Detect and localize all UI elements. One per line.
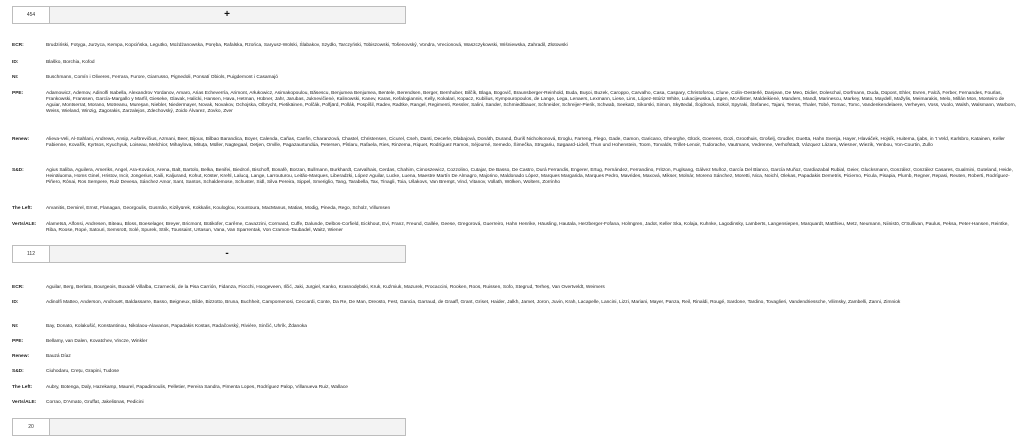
group-label: ID:	[12, 60, 19, 65]
vote-symbol: -	[225, 248, 229, 259]
vote-count: 454	[13, 7, 50, 23]
vote-symbol: +	[224, 9, 230, 20]
member-names: Aubry, Botenga, Daly, Hazekamp, Maurel, Papadimoulis, Pelletier, Pereira Sandra, Pimenta Lopes, Rodríguez Palop, Villanueva Ruiz, Wallace	[46, 385, 348, 390]
group-label: NI:	[12, 324, 19, 329]
group-label: PPE:	[12, 91, 24, 96]
member-names: Ciuhodaru, Crețu, Grapini, Tudose	[46, 369, 120, 374]
member-names: Arvanitis, Demirel, Ernst, Flanagan, Georgoulis, Gusmão, Kizilyürek, Kokkalis, Kouloglou, Kountoura, MacManus, Matias, Modig, Pineda, Rego, Scholz, Villumsen	[46, 206, 391, 211]
member-names: Aguilar, Berg, Berlato, Bourgeois, Buxadé Villalba, Czarnecki, de la Pisa Carrión, Fidanza, Fiocchi, Hoogeveen, Ilčić, Jaki, Jurgiel, Kanko, Krasnodębski, Kruk, Kuźmiuk, Mazurek, Procaccini, Rooken, Roos, Ruissen, Sofo, Stegrud, Terheș, Van Overtveldt, Weimers	[46, 285, 605, 290]
group-label: S&D:	[12, 168, 24, 173]
group-label: ECR:	[12, 43, 24, 48]
group-label: The Left:	[12, 385, 33, 390]
member-names: Bay, Donato, Kolakušić, Konstantinou, Nikolaou-Alavanos, Papadakis Kostas, Radačovský, Rivière, Sinčić, Uhrík, Ždanoka	[46, 324, 307, 329]
vote-header-for	[12, 6, 406, 24]
member-names: Adamowicz, Ademov, Adinolfi Isabella, Alexandrov Yordanov, Amaro, Arias Echeverría, Arimont, Arłukowicz, Asimakopoulou, Băsescu, Benjumea Benjumea, Bentele, Berendsen, Berger, Bernhuber, Bilčík, Blaga, Bogovič, Braunsberger-Reinhold, Buda, Buşoi, Buzek, Caroppo, Carvalho, Casa, Caspary, Christoforou, Clune, Colin-Oesterlé, Danjean, De Meo, Didier, Doleschal, Dorfmann, Duda, Düpont, Ehler, Evren, Falcă, Ferber, Fernandes, Fourlas, Frankowski, Franssen, García-Margallo y Marfil, Gieseke, Glavak, Halicki, Hansen, Hava, Hetman, Hübner, Jahr, Jarubas, Juknevičienė, Kalinowski, Kanev, Karas, Kefalogiannis, Kelly, Kokalari, Kopacz, Kubilius, Kympouropoulos, de Lange, Lega, Lenaers, Lexmann, Liese, Lins, López-Istúriz White, Lukacijewska, Lutgen, McAllister, Maldeikienė, Manders, Mandl, Marinescu, Markey, Mato, Maydell, Mažylis, Meimarakis, Melo, Millán Mon, Monteiro de Aguiar, Montserrat, Morano, Motreanu, Mureşan, Niebler, Niedermayer, Novak, Novakov, Ochojska, Olbrycht, Pietikäinen, Polčák, Polfjärd, Pollák, Pospíšil, Radev, Radtke, Rangel, Regimenti, Ressler, Salini, Sander, Schmiedtbauer, Schneider, Schreijer-Pierik, Schwab, Seekatz, Sikorski, Simon, Skyttedal, Šojdrová, Sokol, Spyraki, Štefanec, Tajani, Terras, Thaler, Tobé, Tomac, Tomc, Vandenkendelaere, Verheyen, Voss, Vuolo, Walsh, Walsmann, Warborn, Weiss, Wieland, Winzig, Zagorakis, Zarzalejos, Zdechovský, Zoido Álvarez, Zovko, Zver	[46, 91, 1017, 114]
member-names: Buschmann, Comín i Oliveres, Ferrara, Furore, Giarrusso, Pignedoli, Ponsatí Obiols, Puigdemont i Casamajó	[46, 75, 278, 80]
group-label: ID:	[12, 300, 19, 305]
group-label: The Left:	[12, 206, 33, 211]
member-names: Bellamy, van Dalen, Kovatchev, Vincze, Winkler	[46, 339, 148, 344]
member-names: Adinolfi Matteo, Anderson, Androuët, Baldassarre, Basso, Beigneux, Bilde, Bizzotto, Bruna, Buchheit, Campomenosi, Ceccardi, Conte, Da Re, De Man, Dreosto, Fest, Gancia, Garraud, de Graaff, Grant, Griset, Haider, Jalkh, Jamet, Joron, Juvin, Krah, Lacapelle, Lancini, Lizzi, Mariani, Mayer, Panza, Reil, Rinaldi, Rougé, Sardone, Tardino, Tovaglieri, Vandendriessche, Vilimsky, Zambelli, Zanni, Zimniok	[46, 300, 901, 305]
vote-count: 112	[13, 246, 50, 262]
vote-symbol	[49, 419, 405, 435]
group-label: S&D:	[12, 369, 24, 374]
member-names: Alieva-Veli, Al-Sahlani, Andrews, Ansip, Auštrevičius, Azmani, Beer, Bijoux, Bilbao Barandica, Boyer, Calenda, Cañas, Canfin, Charanzová, Chastel, Christensen, Cicurel, Cseh, Danti, Decerle, Dlabajová, Donáth, Durand, Ďuriš Nicholsonová, Eroglu, Farreng, Flego, Gade, Gamon, Garicano, Gheorghe, Glück, Goerens, Gozi, Groothuis, Grošelj, Grudler, Guetta, Hahn Svenja, Hayer, Hlaváček, Hojsík, Huitema, Ijabs, in 't Veld, Karlsbro, Katainen, Keller Fabienne, Kovařík, Kyrtsos, Kyuchyuk, Loiseau, Melchior, Mihaylova, Mituța, Müller, Nagtegaal, Oetjen, Orville, Pagazaurtundúa, Petersen, Pîslaru, Rafaela, Ries, Rinzema, Riquet, Rodríguez Ramos, Séjourné, Semedo, Šimečka, Strugariu, Søgaard-Lidell, Thun und Hohenstein, Toom, Torvalds, Trillet-Lenoir, Tudorache, Vautmans, Vedrenne, Verhofstadt, Vázquez Lázara, Wiesner, Wiezik, Yenbou, Yon-Courtin, Zullo	[46, 137, 1005, 148]
member-names: Bauzá Díaz	[46, 354, 71, 359]
vote-header-abstain	[12, 418, 406, 436]
member-names: Corrao, D'Amato, Gruffat, Jakeliūnas, Pedicini	[46, 400, 144, 405]
member-names: Alametsä, Alfonsi, Andresen, Biteau, Bloss, Boeselager, Breyer, Bricmont, Bütikofer, Carême, Cavazzini, Cormand, Cuffe, Dalunde, Delbos-Corfield, Eickhout, Evi, Franz, Freund, Gallée, Geese, Gregorová, Guerreiro, Hahn Henrike, Häusling, Hautala, Herzberger-Fofana, Holmgren, Jadot, Keller Ska, Kolaja, Kuhnke, Lagodinsky, Lamberts, Langensiepen, Marquardt, Matthieu, Metz, Neumann, Niinistö, O'Sullivan, Paulus, Peksa, Peter-Hansen, Reintke, Riba, Roose, Ropė, Satouri, Semsrott, Solé, Spurek, Strik, Toussaint, Urtasun, Vana, Van Sparrentak, Von Cramon-Taubadel, Waitz, Wiener	[46, 222, 1009, 233]
vote-count: 20	[13, 419, 50, 435]
group-label: Renew:	[12, 137, 30, 142]
group-label: Verts/ALE:	[12, 400, 37, 405]
vote-header-against	[12, 245, 406, 263]
group-label: NI:	[12, 75, 19, 80]
group-label: Renew:	[12, 354, 30, 359]
member-names: Agius Saliba, Aguilera, Ameriks, Angel, Ara-Kovács, Arena, Balt, Bartolo, Belka, Benifei, Biedroń, Bischoff, Bonafè, Borzan, Bullmann, Burkhardt, Carvalhais, Cerdas, Chahim, Cimoszewicz, Cozzolino, Cutajar, De Basso, De Castro, Durá Ferrandis, Engerer, Ertug, Fernández, Ferrandino, Fritzon, Fuglsang, Gálvez Muñoz, García Del Blanco, García Muñoz, Gardiazabal Rubial, Geier, Glucksmann, González, González Casares, Gualmini, Guteland, Heide, Heinäluoma, Homs Ginel, Hristov, Incir, Jongerius, Kaili, Kaljurand, Kohut, Köster, Krehl, Lalucq, Lange, Larrouturou, Leitão-Marques, Liberadzki, López Aguilar, Lucke, Luena, Maestre Martín De Almagro, Majorino, Maldonado López, Marques Margarida, Marques Pedro, Mavrides, Maxová, Mikser, Molnár, Moreno Sánchez, Moretti, Nica, Noichl, Olekas, Papadakis Demetris, Picierno, Picula, Pisapia, Plumb, Regner, Repasi, Reuten, Roberti, Rodríguez-Piñero, Rónai, Ros Sempere, Ruiz Devesa, Sánchez Amor, Sant, Santos, Schaldemose, Schuster, Sidl, Silva Pereira, Sippel, Smeriglio, Tang, Tarabella, Tax, Tinagli, Toia, Ušakovs, Van Brempt, Vind, Vitanov, Vollath, Wölken, Wolters, Zorrinho	[46, 168, 1013, 185]
group-label: ECR:	[12, 285, 24, 290]
group-label: PPE:	[12, 339, 24, 344]
group-label: Verts/ALE:	[12, 222, 37, 227]
member-names: Brudziński, Fotyga, Jurzyca, Kempa, Kopcińska, Legutko, Możdżanowska, Poręba, Rafalska, Rzońca, Saryusz-Wolski, Ślabakov, Szydło, Tarczyński, Tobiszowski, Tošenovský, Vondra, Vrecionová, Waszczykowski, Wiśniewska, Zahradil, Złotowski	[46, 43, 568, 48]
member-names: Blaško, Borchia, Kofod	[46, 60, 95, 65]
